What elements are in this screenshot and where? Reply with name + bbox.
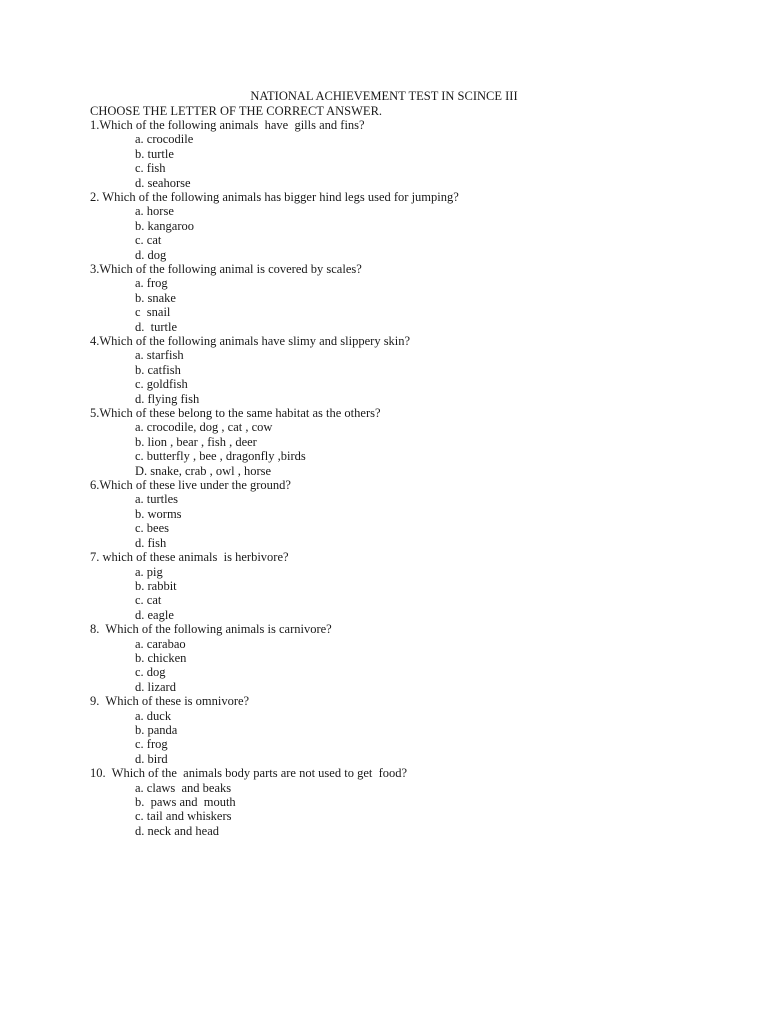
option-a: a. pig <box>135 564 163 579</box>
options-list <box>90 420 730 478</box>
question-5 <box>90 406 730 478</box>
question-1 <box>90 118 730 190</box>
option-c: c. frog <box>135 737 168 752</box>
option-b: b. catfish <box>135 362 181 377</box>
option-d: d. lizard <box>135 679 176 694</box>
option-c: c. dog <box>135 665 166 680</box>
option-c: c. fish <box>135 161 166 176</box>
options-list <box>90 348 730 406</box>
options-list <box>90 709 730 767</box>
option-c: c. cat <box>135 233 162 248</box>
question-text: 6.Which of these live under the ground? <box>90 478 291 493</box>
option-c: c. cat <box>135 593 162 608</box>
question-text: 3.Which of the following animal is covered by scales? <box>90 261 362 276</box>
options-list <box>90 276 730 334</box>
question-text: 5.Which of these belong to the same habitat as the others? <box>90 406 381 421</box>
document-content <box>90 104 730 839</box>
options-list <box>90 492 730 550</box>
option-c: c snail <box>135 305 171 320</box>
question-6 <box>90 478 730 550</box>
question-text: 10. Which of the animals body parts are not used to get food? <box>90 766 408 781</box>
option-d: d. dog <box>135 247 167 262</box>
option-a: a. turtles <box>135 492 179 507</box>
option-b: b. lion , bear , fish , deer <box>135 434 257 449</box>
question-9 <box>90 694 730 766</box>
option-b: b. worms <box>135 506 182 521</box>
options-list <box>90 781 730 839</box>
question-3 <box>90 262 730 334</box>
question-2 <box>90 190 730 262</box>
option-b: b. paws and mouth <box>135 795 236 809</box>
question-text: 8. Which of the following animals is carnivore? <box>90 622 332 637</box>
option-d: d. eagle <box>135 607 174 622</box>
option-a: a. starfish <box>135 348 184 363</box>
document-title: NATIONAL ACHIEVEMENT TEST IN SCINCE III <box>250 89 518 103</box>
option-a: a. claws and beaks <box>135 780 232 795</box>
option-a: a. carabao <box>135 636 186 651</box>
option-b: b. turtle <box>135 146 174 161</box>
question-7 <box>90 550 730 622</box>
question-10 <box>90 766 730 838</box>
question-text: 2. Which of the following animals has bigger hind legs used for jumping? <box>90 189 459 204</box>
options-list <box>90 637 730 695</box>
option-a: a. duck <box>135 708 172 723</box>
option-b: b. panda <box>135 722 178 737</box>
option-c: c. bees <box>135 521 170 536</box>
option-b: b. kangaroo <box>135 218 195 233</box>
options-list <box>90 132 730 190</box>
option-d: d. flying fish <box>135 391 200 406</box>
options-list <box>90 204 730 262</box>
option-c: c. tail and whiskers <box>135 809 232 824</box>
question-text: 4.Which of the following animals have slimy and slippery skin? <box>90 334 411 348</box>
option-d: d. fish <box>135 535 167 550</box>
option-d: d. seahorse <box>135 175 191 190</box>
option-a: a. crocodile <box>135 132 194 147</box>
question-4 <box>90 334 730 406</box>
option-b: b. rabbit <box>135 578 177 593</box>
question-text: 7. which of these animals is herbivore? <box>90 550 289 565</box>
question-8 <box>90 622 730 694</box>
option-c: c. butterfly , bee , dragonfly ,birds <box>135 449 306 464</box>
option-c: c. goldfish <box>135 377 188 392</box>
options-list <box>90 565 730 623</box>
option-d: D. snake, crab , owl , horse <box>135 463 272 478</box>
option-b: b. chicken <box>135 650 187 665</box>
option-a: a. frog <box>135 276 168 291</box>
option-d: d. turtle <box>135 319 178 334</box>
option-b: b. snake <box>135 290 176 305</box>
option-a: a. crocodile, dog , cat , cow <box>135 420 273 435</box>
question-text: 9. Which of these is omnivore? <box>90 694 250 709</box>
option-a: a. horse <box>135 204 174 219</box>
question-text: 1.Which of the following animals have gills and fins? <box>90 117 365 132</box>
instruction: CHOOSE THE LETTER OF THE CORRECT ANSWER. <box>90 103 383 118</box>
option-d: d. bird <box>135 751 168 766</box>
option-d: d. neck and head <box>135 823 219 838</box>
